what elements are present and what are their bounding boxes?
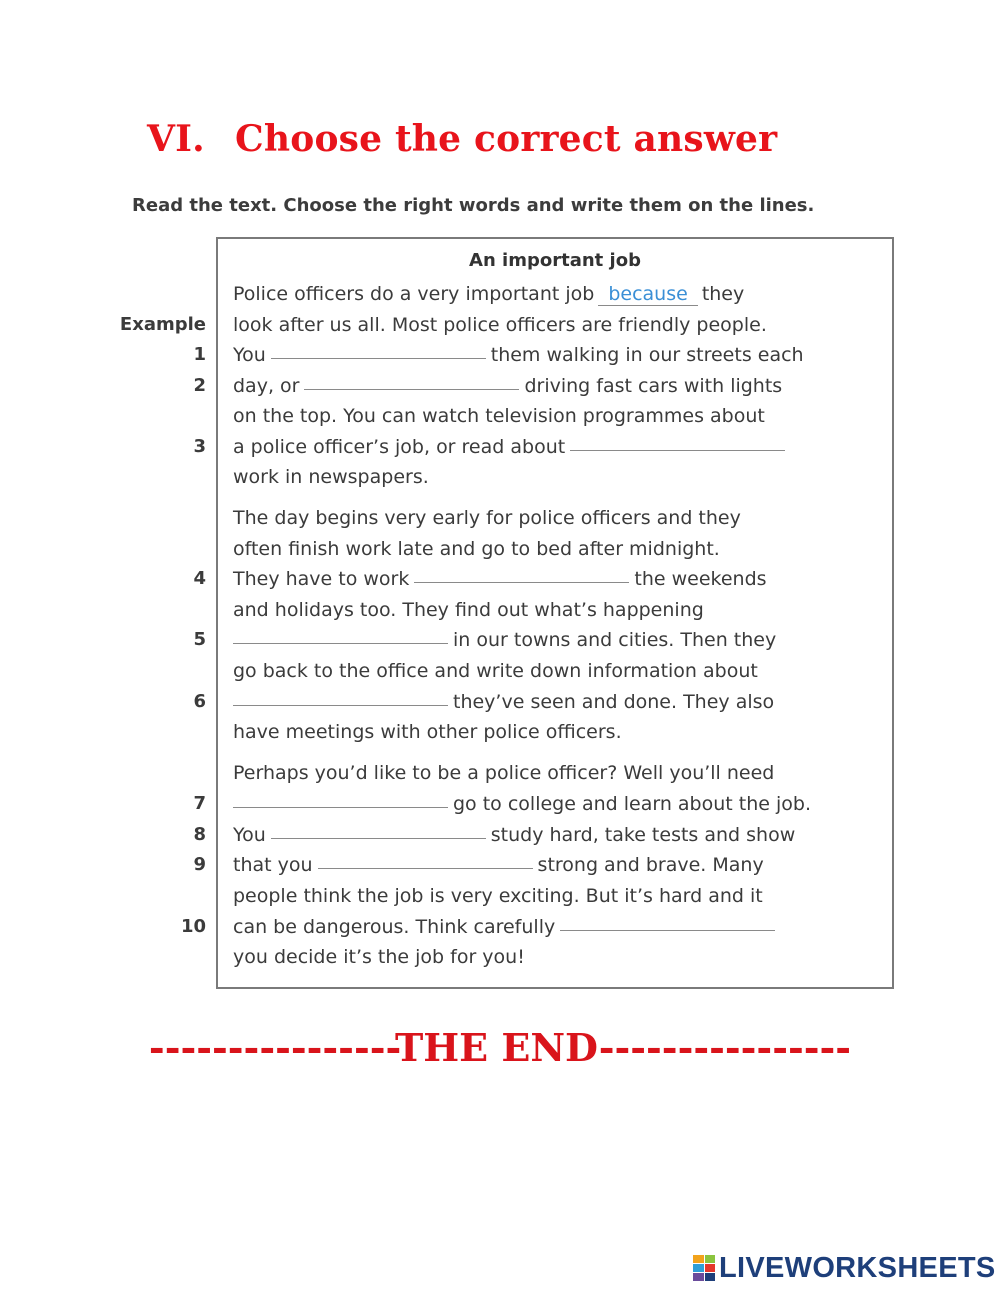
line-text: them walking in our streets each bbox=[490, 344, 804, 366]
example-answer: because bbox=[598, 283, 697, 306]
passage-line: work in newspapers. bbox=[233, 466, 429, 488]
passage-line bbox=[233, 625, 776, 655]
example-label: Example bbox=[119, 314, 206, 335]
question-number-6: 6 bbox=[193, 691, 206, 712]
answer-blank-2[interactable] bbox=[304, 388, 519, 390]
passage-line: often finish work late and go to bed after midnight. bbox=[233, 538, 720, 560]
answer-blank-7[interactable] bbox=[233, 806, 448, 808]
passage-line bbox=[233, 912, 780, 942]
instruction-text: Read the text. Choose the right words and write them on the lines. bbox=[132, 195, 815, 216]
line-text: You bbox=[233, 824, 266, 846]
section-title: Choose the correct answer bbox=[235, 118, 778, 160]
passage-line: have meetings with other police officers. bbox=[233, 721, 622, 743]
question-number-10: 10 bbox=[180, 916, 206, 937]
passage-line bbox=[233, 564, 767, 594]
passage-title: An important job bbox=[469, 250, 641, 271]
the-end-text: ----------------THE END---------------- bbox=[148, 1025, 852, 1070]
passage-line: people think the job is very exciting. But it’s hard and it bbox=[233, 885, 763, 907]
line-text: You bbox=[233, 344, 266, 366]
line-text: Police officers do a very important job bbox=[233, 283, 595, 305]
answer-blank-6[interactable] bbox=[233, 704, 448, 706]
passage-line bbox=[233, 687, 774, 717]
line-text: the weekends bbox=[634, 568, 767, 590]
answer-blank-8[interactable] bbox=[271, 837, 486, 839]
question-number-9: 9 bbox=[193, 854, 206, 875]
answer-blank-1[interactable] bbox=[271, 357, 486, 359]
line-text: go to college and learn about the job. bbox=[453, 793, 811, 815]
question-number-7: 7 bbox=[193, 793, 206, 814]
line-text: they bbox=[701, 283, 745, 305]
section-heading bbox=[147, 118, 777, 160]
liveworksheets-brand[interactable] bbox=[693, 1251, 996, 1285]
line-text: they’ve seen and done. They also bbox=[453, 691, 775, 713]
line-text: strong and brave. Many bbox=[537, 854, 764, 876]
answer-blank-3[interactable] bbox=[570, 449, 785, 451]
line-text: can be dangerous. Think carefully bbox=[233, 916, 556, 938]
line-text: driving fast cars with lights bbox=[524, 375, 783, 397]
line-text: They have to work bbox=[233, 568, 410, 590]
line-text: that you bbox=[233, 854, 313, 876]
question-number-8: 8 bbox=[193, 824, 206, 845]
passage-line: and holidays too. They find out what’s happening bbox=[233, 599, 704, 621]
passage-line: look after us all. Most police officers are friendly people. bbox=[233, 314, 767, 336]
question-number-1: 1 bbox=[193, 344, 206, 365]
passage-line: on the top. You can watch television programmes about bbox=[233, 405, 765, 427]
passage-line bbox=[233, 340, 804, 370]
line-text: study hard, take tests and show bbox=[490, 824, 796, 846]
brand-name: LIVEWORKSHEETS bbox=[719, 1251, 996, 1284]
question-number-5: 5 bbox=[193, 629, 206, 650]
passage-line: go back to the office and write down information about bbox=[233, 660, 758, 682]
section-number: VI. bbox=[147, 118, 205, 160]
line-text: a police officer’s job, or read about bbox=[233, 436, 566, 458]
liveworksheets-logo-icon bbox=[693, 1255, 715, 1281]
answer-blank-9[interactable] bbox=[318, 867, 533, 869]
passage-line: you decide it’s the job for you! bbox=[233, 946, 525, 968]
passage-line bbox=[233, 789, 811, 819]
question-number-3: 3 bbox=[193, 436, 206, 457]
passage-line: The day begins very early for police officers and they bbox=[233, 507, 741, 529]
answer-blank-5[interactable] bbox=[233, 642, 448, 644]
question-number-4: 4 bbox=[193, 568, 206, 589]
passage-line bbox=[233, 279, 744, 309]
passage-line bbox=[233, 432, 790, 462]
passage-line bbox=[233, 371, 782, 401]
answer-blank-4[interactable] bbox=[414, 581, 629, 583]
answer-blank-10[interactable] bbox=[560, 929, 775, 931]
line-text: day, or bbox=[233, 375, 300, 397]
passage-line bbox=[233, 820, 795, 850]
question-number-2: 2 bbox=[193, 375, 206, 396]
passage-line: Perhaps you’d like to be a police officer? Well you’ll need bbox=[233, 762, 775, 784]
passage-line bbox=[233, 850, 764, 880]
line-text: in our towns and cities. Then they bbox=[453, 629, 777, 651]
